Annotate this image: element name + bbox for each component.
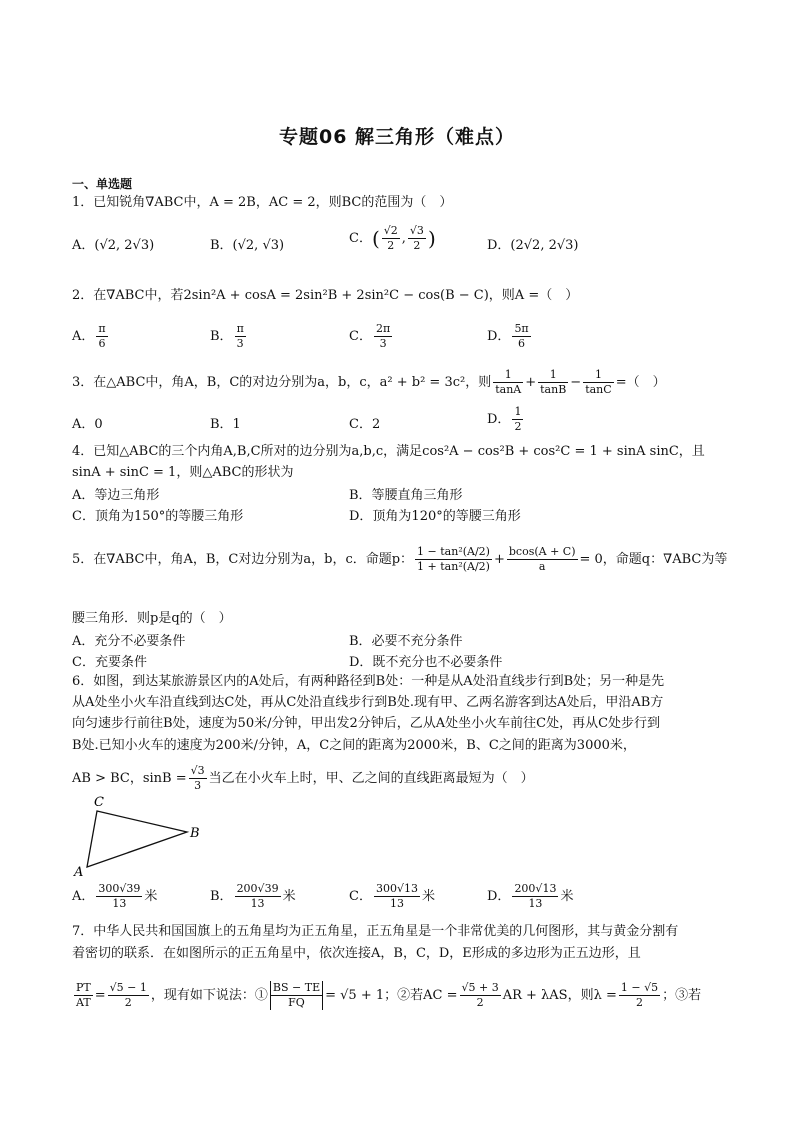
q1-option-d: D．(2√2, 2√3) bbox=[487, 238, 579, 253]
q1-c-frac-2 bbox=[408, 224, 426, 253]
q7-statement-intro: ，现有如下说法： bbox=[150, 988, 255, 1003]
numerator: √5 + 3 bbox=[461, 981, 499, 994]
option-label: B． bbox=[210, 889, 233, 904]
numerator: √3 bbox=[409, 224, 424, 237]
q6-b-frac bbox=[235, 882, 281, 911]
denominator: a bbox=[538, 560, 546, 573]
unit: 米 bbox=[282, 889, 296, 904]
q1-option-b: B．(√2, √3) bbox=[210, 238, 285, 253]
q2-a-frac bbox=[96, 322, 107, 351]
q6-line-5-text: AB > BC，sinB = bbox=[72, 771, 187, 786]
q3-frac-1 bbox=[493, 368, 523, 397]
q6-line-5-end: 当乙在小火车上时，甲、乙之间的直线距离最短为（ ） bbox=[208, 771, 534, 786]
triangle-figure bbox=[70, 792, 210, 882]
q1-option-a: A．(√2, 2√3) bbox=[72, 238, 155, 253]
q6-line-2: 从A处坐小火车沿直线到达C处，再从C处沿直线步行到B处.现有甲、乙两名游客到达A处后，甲沿AB方 bbox=[72, 695, 664, 710]
vertex-label-b: B bbox=[190, 826, 200, 841]
denominator: 2 bbox=[514, 420, 522, 433]
numerator: 2π bbox=[375, 322, 391, 335]
q6-option-a bbox=[72, 882, 157, 911]
plus-sign: + bbox=[493, 552, 505, 567]
q3-d-frac bbox=[512, 405, 523, 434]
q5-stem-text: 5．在∇ABC中，角A，B，C对边分别为a，b，c．命题p： bbox=[72, 552, 414, 567]
option-label: C． bbox=[349, 889, 372, 904]
q3-frac-3 bbox=[583, 368, 613, 397]
q3-stem-end: =（ ） bbox=[615, 375, 666, 390]
q7-statement-2-rest: AR + λAS，则λ = bbox=[502, 988, 617, 1003]
triangle-abc bbox=[87, 811, 187, 867]
q7-line-1: 7．中华人民共和国国旗上的五角星均为正五角星，正五角星是一个非常优美的几何图形，其与黄金分割有 bbox=[72, 924, 679, 939]
equals-sign: = bbox=[94, 988, 106, 1003]
numerator: 300√13 bbox=[375, 882, 418, 895]
vertex-label-c: C bbox=[94, 795, 104, 810]
q7-coef-frac bbox=[460, 981, 501, 1010]
q5-option-c: C．充要条件 bbox=[72, 655, 147, 670]
q7-lambda-frac bbox=[619, 981, 660, 1010]
denominator: 2 bbox=[635, 996, 643, 1009]
option-label: A． bbox=[72, 329, 95, 344]
q7-ratio-frac bbox=[108, 981, 149, 1010]
option-label: D． bbox=[487, 889, 511, 904]
section-heading: 一、单选题 bbox=[72, 177, 133, 191]
q4-option-a: A．等边三角形 bbox=[72, 488, 160, 503]
denominator: 2 bbox=[476, 996, 484, 1009]
q3-stem: 3．在△ABC中，角A，B，C的对边分别为a，b，c，a² + b² = 3c²，则 $\frac{1}{\tan A}$ + $\frac{1}{\tan B}$ − $\frac{1}{\tan C}$ =（ ） bbox=[72, 368, 666, 396]
denominator: AT bbox=[76, 996, 91, 1009]
vertex-label-a: A bbox=[74, 865, 84, 880]
numerator: √2 bbox=[383, 224, 398, 237]
q6-option-b bbox=[210, 882, 296, 911]
q2-option-b bbox=[210, 322, 248, 351]
q7-vector-frac bbox=[270, 981, 323, 1010]
q3-frac-2 bbox=[538, 368, 568, 397]
denominator: 13 bbox=[250, 897, 265, 910]
option-label: A． bbox=[72, 889, 95, 904]
denominator: 2 bbox=[387, 239, 395, 252]
numerator: 1 − √5 bbox=[620, 981, 659, 994]
q6-line-5 bbox=[72, 764, 722, 793]
denominator: 1 + tan²(A/2) bbox=[417, 560, 490, 573]
q2-c-frac bbox=[374, 322, 392, 351]
q7-pt-frac bbox=[74, 981, 93, 1010]
q5-option-a: A．充分不必要条件 bbox=[72, 634, 186, 649]
denominator: 3 bbox=[194, 779, 202, 792]
q4-option-b: B．等腰直角三角形 bbox=[349, 488, 463, 503]
numerator: bcos(A + C) bbox=[508, 545, 576, 558]
unit: 米 bbox=[560, 889, 574, 904]
numerator: 300√39 bbox=[98, 882, 141, 895]
q1-c-frac-1 bbox=[382, 224, 400, 253]
numerator: √3 bbox=[190, 764, 205, 777]
unit: 米 bbox=[421, 889, 435, 904]
numerator: 200√39 bbox=[236, 882, 279, 895]
q1-stem: 1．已知锐角∇ABC中，A = 2B，AC = 2，则BC的范围为（ ） bbox=[72, 195, 453, 210]
q3-option-c: C．2 bbox=[349, 417, 381, 432]
q2-b-frac bbox=[235, 322, 246, 351]
q6-line-4: B处.已知小火车的速度为200米/分钟，A，C之间的距离为2000米，B、C之间的距离为3000米， bbox=[72, 738, 636, 753]
q6-a-frac bbox=[96, 882, 142, 911]
numerator: BS − TE bbox=[270, 981, 323, 996]
q7-statement-3: ；③若 bbox=[662, 988, 702, 1003]
denominator: tanC bbox=[585, 383, 612, 396]
q2-option-a bbox=[72, 322, 110, 351]
numerator: PT bbox=[76, 981, 91, 994]
q5-frac-1 bbox=[415, 545, 492, 574]
option-label: D． bbox=[487, 329, 511, 344]
denominator: 2 bbox=[124, 996, 132, 1009]
numerator: π bbox=[98, 322, 106, 335]
denominator: 2 bbox=[413, 239, 421, 252]
q6-d-frac bbox=[512, 882, 558, 911]
numerator: 5π bbox=[514, 322, 529, 335]
q5-option-b: B．必要不充分条件 bbox=[349, 634, 463, 649]
numerator: 1 bbox=[538, 368, 568, 383]
option-label: C． bbox=[349, 329, 372, 344]
q5-stem-end: = 0，命题q：∇ABC为等 bbox=[579, 552, 728, 567]
q3-stem-text: 3．在△ABC中，角A，B，C的对边分别为a，b，c，a² + b² = 3c²，则 bbox=[72, 375, 492, 390]
statement-1-marker: ① bbox=[254, 988, 268, 1003]
q2-option-c bbox=[349, 322, 394, 351]
numerator: 1 bbox=[493, 368, 523, 383]
q7-line-2: 着密切的联系．在如图所示的正五角星中，依次连接A，B，C，D，E形成的多边形为正五边形，且 bbox=[72, 946, 641, 961]
q5-option-d: D．既不充分也不必要条件 bbox=[349, 655, 503, 670]
q1-option-c-label: C． bbox=[349, 231, 372, 246]
denominator: 13 bbox=[528, 897, 543, 910]
numerator: 1 bbox=[583, 368, 613, 383]
q6-line-1: 6．如图，到达某旅游景区内的A处后，有两种路径到B处：一种是从A处沿直线步行到B处；另一种是先 bbox=[72, 674, 665, 689]
q5-frac-2 bbox=[507, 545, 578, 574]
numerator: π bbox=[236, 322, 244, 335]
page-title: 专题06 解三角形（难点） bbox=[278, 126, 516, 148]
denominator: tanB bbox=[540, 383, 567, 396]
q6-option-c bbox=[349, 882, 435, 911]
q7-statement-1-value: = √5 + 1； bbox=[325, 988, 398, 1003]
q6-c-frac bbox=[374, 882, 420, 911]
unit: 米 bbox=[144, 889, 158, 904]
q6-line-3: 向匀速步行前往B处，速度为50米/分钟，甲出发2分钟后，乙从A处坐小火车前往C处，再从C处步行到 bbox=[72, 716, 661, 731]
denominator: FQ bbox=[270, 996, 323, 1010]
option-label: B． bbox=[210, 329, 233, 344]
q5-stem-line-2: 腰三角形．则p是q的（ ） bbox=[72, 611, 232, 626]
q1-option-c: C．( $\frac{√2}{2}$ , $\frac{√3}{2}$ ) bbox=[349, 224, 436, 252]
numerator: 200√13 bbox=[514, 882, 557, 895]
numerator: 1 bbox=[514, 405, 522, 418]
option-label: D． bbox=[487, 412, 511, 427]
q4-option-c: C．顶角为150°的等腰三角形 bbox=[72, 509, 244, 524]
q3-option-b: B．1 bbox=[210, 417, 241, 432]
q4-stem-line-1: 4．已知△ABC的三个内角A,B,C所对的边分别为a,b,c，满足cos²A − cos²B + cos²C = 1 + sinA sinC，且 bbox=[72, 444, 705, 459]
q7-line-3 bbox=[72, 981, 722, 1010]
q3-option-a: A．0 bbox=[72, 417, 103, 432]
q6-option-d bbox=[487, 882, 573, 911]
q2-d-frac bbox=[512, 322, 530, 351]
numerator: √5 − 1 bbox=[109, 981, 147, 994]
q2-stem: 2．在∇ABC中，若2sin²A + cosA = 2sin²B + 2sin²C − cos(B − C)，则A =（ ） bbox=[72, 288, 579, 303]
q5-stem-line-1 bbox=[72, 545, 728, 574]
q4-stem-line-2: sinA + sinC = 1，则△ABC的形状为 bbox=[72, 465, 294, 480]
denominator: tanA bbox=[495, 383, 522, 396]
denominator: 3 bbox=[379, 337, 387, 350]
denominator: 13 bbox=[112, 897, 127, 910]
denominator: 3 bbox=[236, 337, 244, 350]
denominator: 6 bbox=[98, 337, 106, 350]
q7-statement-2: ②若AC = bbox=[397, 988, 458, 1003]
numerator: 1 − tan²(A/2) bbox=[417, 545, 490, 558]
denominator: 6 bbox=[518, 337, 526, 350]
q3-option-d bbox=[487, 405, 525, 434]
q4-option-d: D．顶角为120°的等腰三角形 bbox=[349, 509, 521, 524]
q2-option-d bbox=[487, 322, 533, 351]
denominator: 13 bbox=[389, 897, 404, 910]
q6-sin-frac bbox=[189, 764, 207, 793]
